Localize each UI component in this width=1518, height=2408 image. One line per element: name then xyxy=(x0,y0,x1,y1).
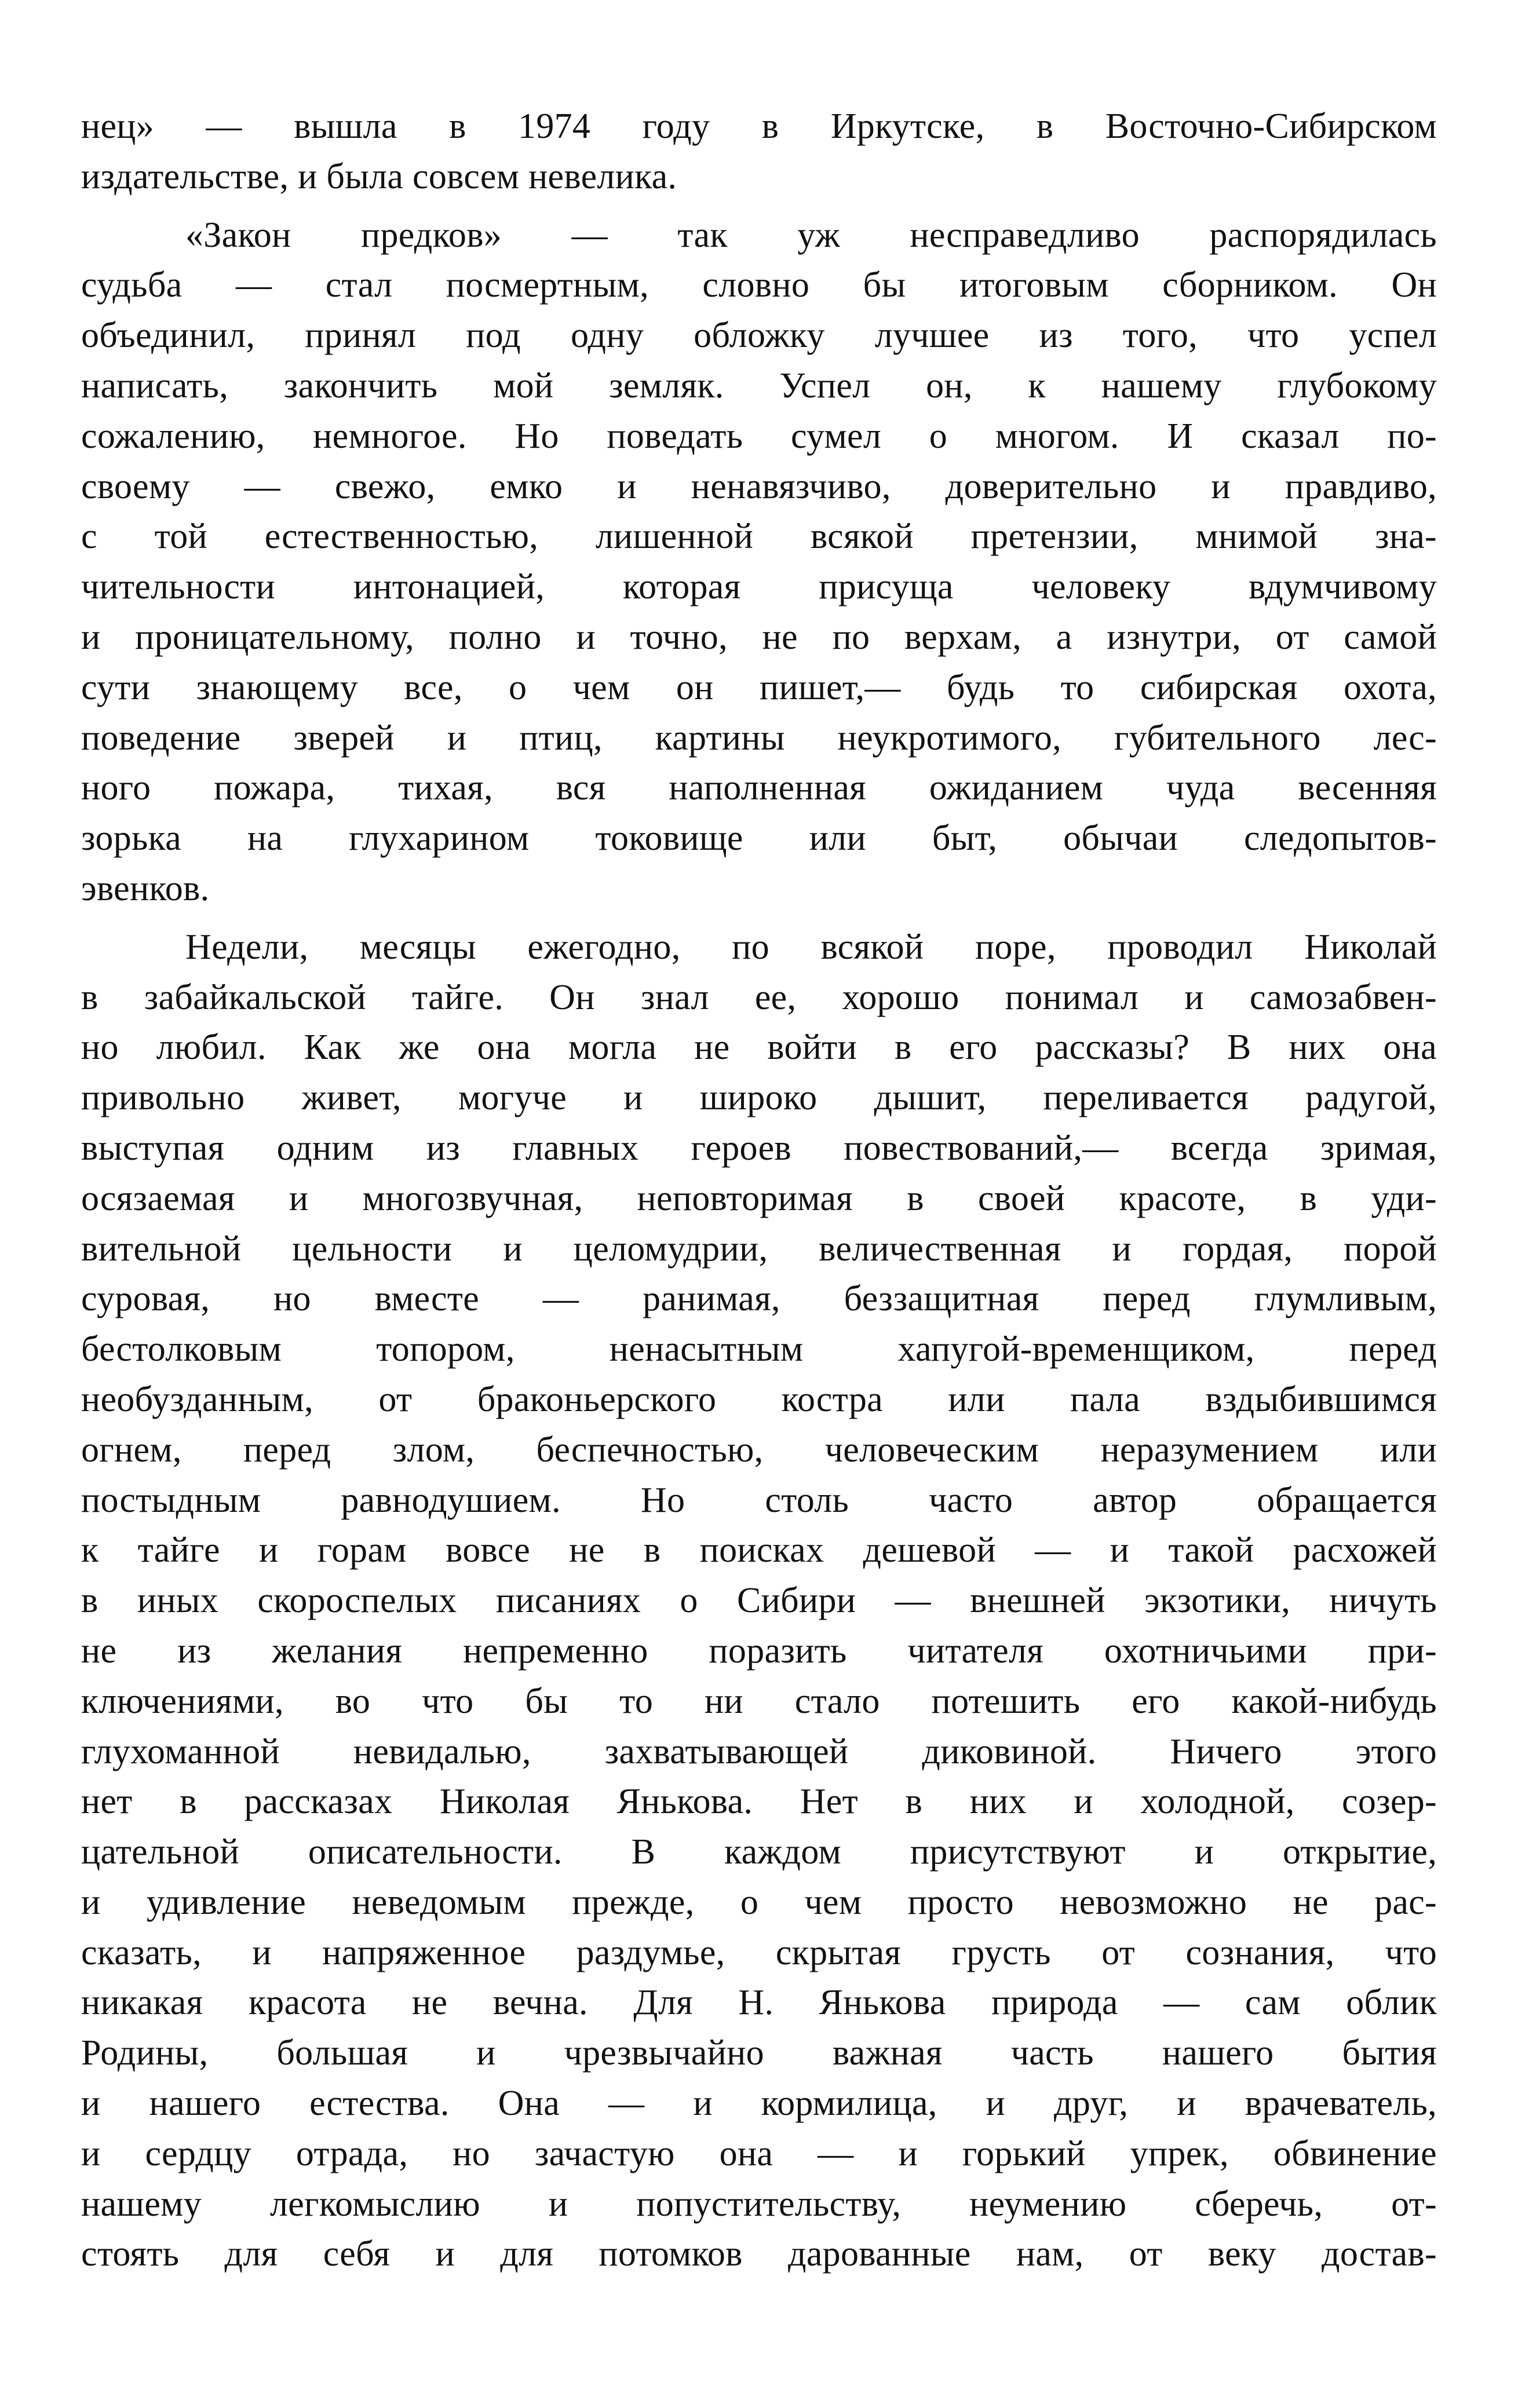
text-line: нашему легкомыслию и попустительству, неумению сберечь, от- xyxy=(81,2184,1437,2224)
text-line: вительной цельности и целомудрии, величественная и гордая, порой xyxy=(81,1229,1437,1269)
text-line: к тайге и горам вовсе не в поисках дешевой — и такой расхожей xyxy=(81,1530,1437,1570)
page-text xyxy=(81,101,1437,2279)
text-line: Недели, месяцы ежегодно, по всякой поре, проводил Николай xyxy=(185,927,1437,967)
text-line: глухоманной невидалью, захватывающей диковиной. Ничего этого xyxy=(81,1731,1437,1771)
text-line: издательстве, и была совсем невелика. xyxy=(81,156,677,196)
text-line: и нашего естества. Она — и кормилица, и друг, и врачеватель, xyxy=(81,2084,1437,2124)
text-line: привольно живет, могуче и широко дышит, переливается радугой, xyxy=(81,1078,1437,1118)
text-line: с той естественностью, лишенной всякой претензии, мнимой зна- xyxy=(81,517,1437,557)
text-line: сути знающему все, о чем он пишет,— будь то сибирская охота, xyxy=(81,667,1437,707)
text-line: нец» — вышла в 1974 году в Иркутске, в Восточно-Сибирском xyxy=(81,107,1437,146)
text-line: ключениями, во что бы то ни стало потешить его какой-нибудь xyxy=(81,1681,1437,1721)
text-line: сказать, и напряженное раздумье, скрытая грусть от сознания, что xyxy=(81,1932,1437,1972)
text-line: огнем, перед злом, беспечностью, человеческим неразумением или xyxy=(81,1430,1437,1470)
text-line: необузданным, от браконьерского костра или пала вздыбившимся xyxy=(81,1379,1437,1419)
text-line: «Закон предков» — так уж несправедливо распорядилась xyxy=(185,215,1437,255)
text-line: и проницательному, полно и точно, не по верхам, а изнутри, от самой xyxy=(81,617,1437,657)
text-line: в забайкальской тайге. Он знал ее, хорошо понимал и самозабвен- xyxy=(81,977,1437,1017)
text-line: и удивление неведомым прежде, о чем просто невозможно не рас- xyxy=(81,1882,1437,1922)
text-line: нет в рассказах Николая Янькова. Нет в них и холодной, созер- xyxy=(81,1782,1437,1822)
text-line: осязаемая и многозвучная, неповторимая в своей красоте, в уди- xyxy=(81,1178,1437,1218)
text-line: стоять для себя и для потомков дарованные нам, от веку достав- xyxy=(81,2234,1437,2274)
text-line: судьба — стал посмертным, словно бы итоговым сборником. Он xyxy=(81,265,1437,305)
paragraph xyxy=(81,101,1437,202)
text-line: но любил. Как же она могла не войти в его рассказы? В них она xyxy=(81,1028,1437,1068)
text-line: не из желания непременно поразить читателя охотничьими при- xyxy=(81,1631,1437,1671)
text-line: в иных скороспелых писаниях о Сибири — внешней экзотики, ничуть xyxy=(81,1581,1437,1621)
text-line: эвенков. xyxy=(81,868,210,908)
text-line: и сердцу отрада, но зачастую она — и горький упрек, обвинение xyxy=(81,2133,1437,2173)
text-line: объединил, принял под одну обложку лучшее из того, что успел xyxy=(81,316,1437,356)
text-line: ного пожара, тихая, вся наполненная ожиданием чуда весенняя xyxy=(81,768,1437,808)
text-line: сожалению, немногое. Но поведать сумел о многом. И сказал по- xyxy=(81,416,1437,456)
text-line: выступая одним из главных героев повествований,— всегда зримая, xyxy=(81,1128,1437,1168)
text-line: бестолковым топором, ненасытным хапугой-временщиком, перед xyxy=(81,1329,1437,1369)
paragraph xyxy=(81,922,1437,2280)
text-line: цательной описательности. В каждом присутствуют и открытие, xyxy=(81,1832,1437,1872)
text-line: постыдным равнодушием. Но столь часто автор обращается xyxy=(81,1480,1437,1520)
text-line: зорька на глухарином токовище или быт, обычаи следопытов- xyxy=(81,818,1437,858)
paragraph xyxy=(81,210,1437,914)
text-line: суровая, но вместе — ранимая, беззащитная перед глумливым, xyxy=(81,1279,1437,1319)
text-line: чительности интонацией, которая присуща человеку вдумчивому xyxy=(81,567,1437,607)
text-line: написать, закончить мой земляк. Успел он, к нашему глубокому xyxy=(81,366,1437,405)
text-line: никакая красота не вечна. Для Н. Янькова природа — сам облик xyxy=(81,1983,1437,2023)
text-line: своему — свежо, емко и ненавязчиво, доверительно и правдиво, xyxy=(81,466,1437,506)
text-line: поведение зверей и птиц, картины неукротимого, губительного лес- xyxy=(81,718,1437,758)
text-line: Родины, большая и чрезвычайно важная часть нашего бытия xyxy=(81,2033,1437,2073)
